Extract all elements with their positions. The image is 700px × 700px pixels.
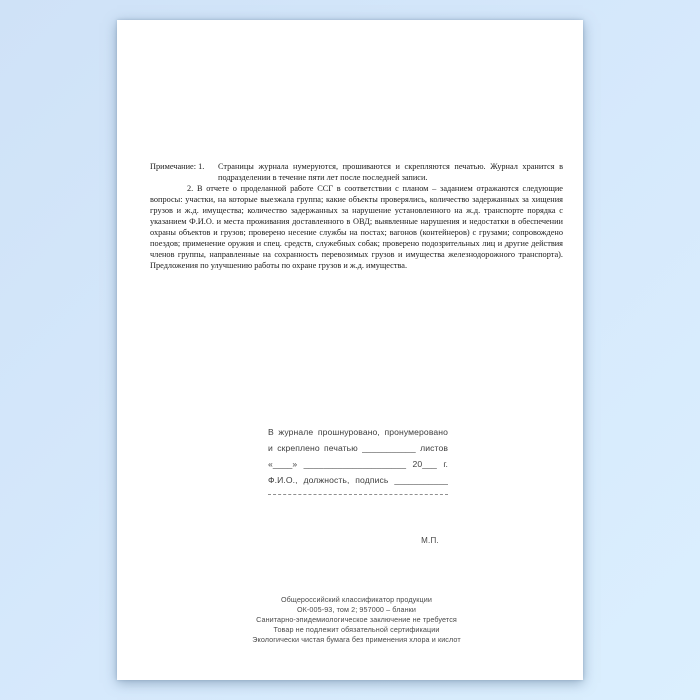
fill-in-dashed-line — [268, 494, 448, 495]
footer-line-3: Санитарно-эпидемиологическое заключение не требуется — [256, 615, 457, 624]
footer-line-1: Общероссийский классификатор продукции — [280, 595, 432, 604]
note-item-2: 2. В отчете о проделанной работе ССГ в соответствии с планом – заданием отражаются следующие вопросы: участки, на которые выезжала группа; какие объекты проверялись, количество задержанных за хищения грузов и ж.д. имущества; количество задержанных за нарушение установленного на ж.д. транспорте порядка с указанием Ф.И.О. и места проживания доставленного в ОВД; выявленные нарушения и недостатки в обеспечении охраны объектов и грузов; проверено несение службы на постах; вагонов (контейнеров) с грузами; сопровождено поездов; применение оружия и спец. средств, служебных собак; проверено подозрительных лиц и другие действия членов группы, направленные на сохранность перевозимых грузов и имущества железнодорожного транспорта). Предложения по улучшению работы по охране грузов и ж.д. имущества. — [150, 184, 563, 270]
note-section — [150, 161, 563, 271]
note-label: Примечание: 1. — [150, 162, 205, 171]
certification-line-4: Ф.И.О., должность, подпись ___________ — [268, 475, 448, 485]
note-item-1 — [150, 161, 563, 183]
certification-line-2: и скреплено печатью ___________ листов — [268, 443, 448, 453]
document-page — [117, 20, 583, 680]
footer-line-2: ОК-005-93, том 2; 957000 – бланки — [296, 605, 417, 614]
footer-line-5: Экологически чистая бумага без применения хлора и кислот — [252, 635, 461, 644]
certification-block — [268, 424, 448, 495]
note-item-1-text: Страницы журнала нумеруются, прошиваются и скрепляются печатью. Журнал хранится в подразделении в течение пяти лет после последней записи. — [218, 162, 563, 182]
certification-line-1: В журнале прошнуровано, пронумеровано — [268, 427, 448, 437]
certification-line-3: «____» _____________________ 20___ г. — [268, 459, 448, 469]
seal-place-mark: М.П. — [421, 536, 439, 545]
footer-line-4: Товар не подлежит обязательной сертификации — [273, 625, 440, 634]
footer-block — [150, 595, 563, 645]
